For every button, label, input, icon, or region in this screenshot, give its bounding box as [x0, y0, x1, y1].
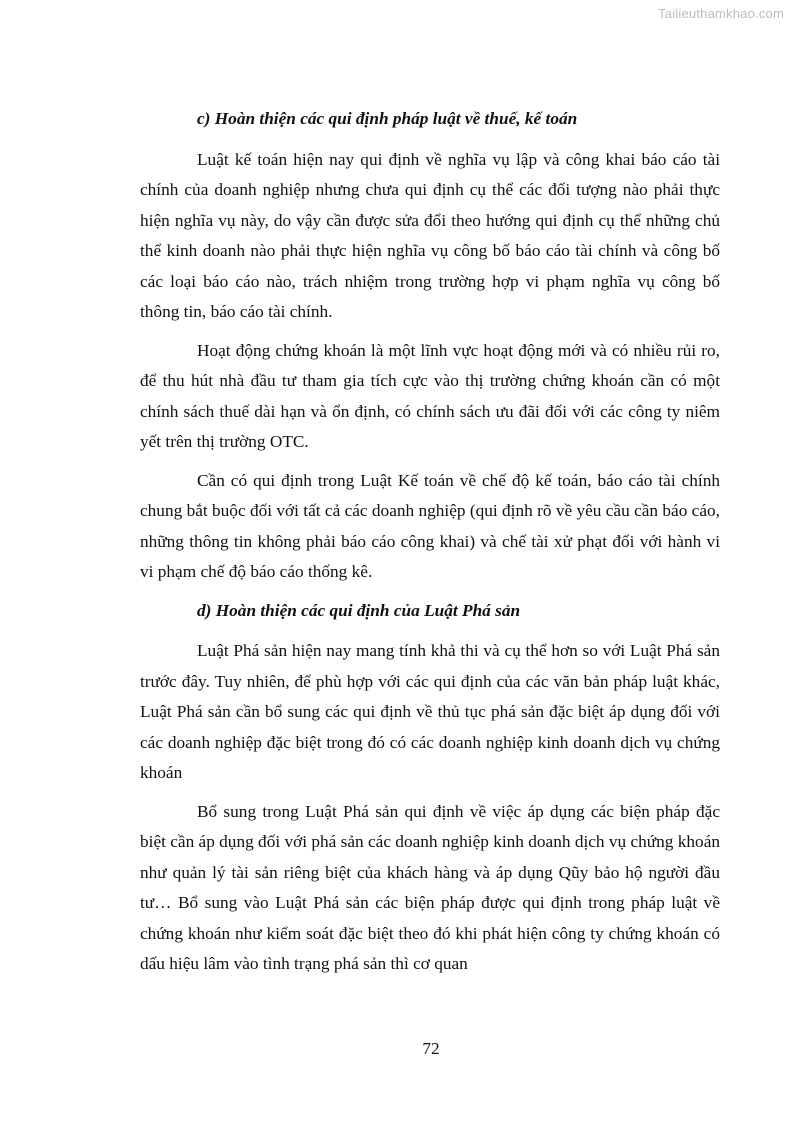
- section-d-paragraph-2: Bổ sung trong Luật Phá sản qui định về việc áp dụng các biện pháp đặc biệt cần áp dụng đối với phá sản các doanh nghiệp kinh doanh dịch vụ chứng khoán như quản lý tài sản riêng biệt của khách hàng và áp dụng Qũy bảo hộ người đầu tư… Bổ sung vào Luật Phá sản các biện pháp được qui định trong pháp luật về chứng khoán như kiểm soát đặc biệt theo đó khi phát hiện công ty chứng khoán có dấu hiệu lâm vào tình trạng phá sản thì cơ quan: [140, 801, 721, 973]
- document-body: [140, 104, 720, 980]
- section-d-heading: d) Hoàn thiện các qui định của Luật Phá sản: [197, 600, 521, 620]
- watermark-text: Tailieuthamkhao.com: [658, 6, 784, 21]
- section-c-paragraph-1: Luật kế toán hiện nay qui định về nghĩa vụ lập và công khai báo cáo tài chính của doanh nghiệp nhưng chưa qui định cụ thể các đối tượng nào phải thực hiện nghĩa vụ này, do vậy cần được sửa đổi theo hướng qui định cụ thể những chủ thể kinh doanh nào phải thực hiện nghĩa vụ công bố báo cáo tài chính và công bố các loại báo cáo nào, trách nhiệm trong trường hợp vi phạm nghĩa vụ công bố thông tin, báo cáo tài chính.: [140, 149, 720, 321]
- section-c-heading: c) Hoàn thiện các qui định pháp luật về thuế, kế toán: [197, 109, 578, 128]
- section-d-paragraph-1: Luật Phá sản hiện nay mang tính khả thi và cụ thể hơn so với Luật Phá sản trước đây. Tuy nhiên, để phù hợp với các qui định của các văn bản pháp luật khác, Luật Phá sản cần bổ sung các qui định về thủ tục phá sản đặc biệt áp dụng đối với các doanh nghiệp đặc biệt trong đó có các doanh nghiệp kinh doanh dịch vụ chứng khoán: [140, 641, 720, 782]
- page-number: 72: [422, 1039, 440, 1058]
- section-c-paragraph-2: Hoạt động chứng khoán là một lĩnh vực hoạt động mới và có nhiều rủi ro, để thu hút nhà đầu tư tham gia tích cực vào thị trường chứng khoán cần có một chính sách thuế dài hạn và ổn định, có chính sách ưu đãi đối với các công ty niêm yết trên thị trường OTC.: [140, 340, 720, 451]
- section-c-paragraph-3: Cần có qui định trong Luật Kế toán về chế độ kế toán, báo cáo tài chính chung bắt buộc đối với tất cả các doanh nghiệp (qui định rõ về yêu cầu cần báo cáo, những thông tin không phải báo cáo công khai) và chế tài xử phạt đối với hành vi vi phạm chế độ báo cáo thống kê.: [140, 470, 720, 581]
